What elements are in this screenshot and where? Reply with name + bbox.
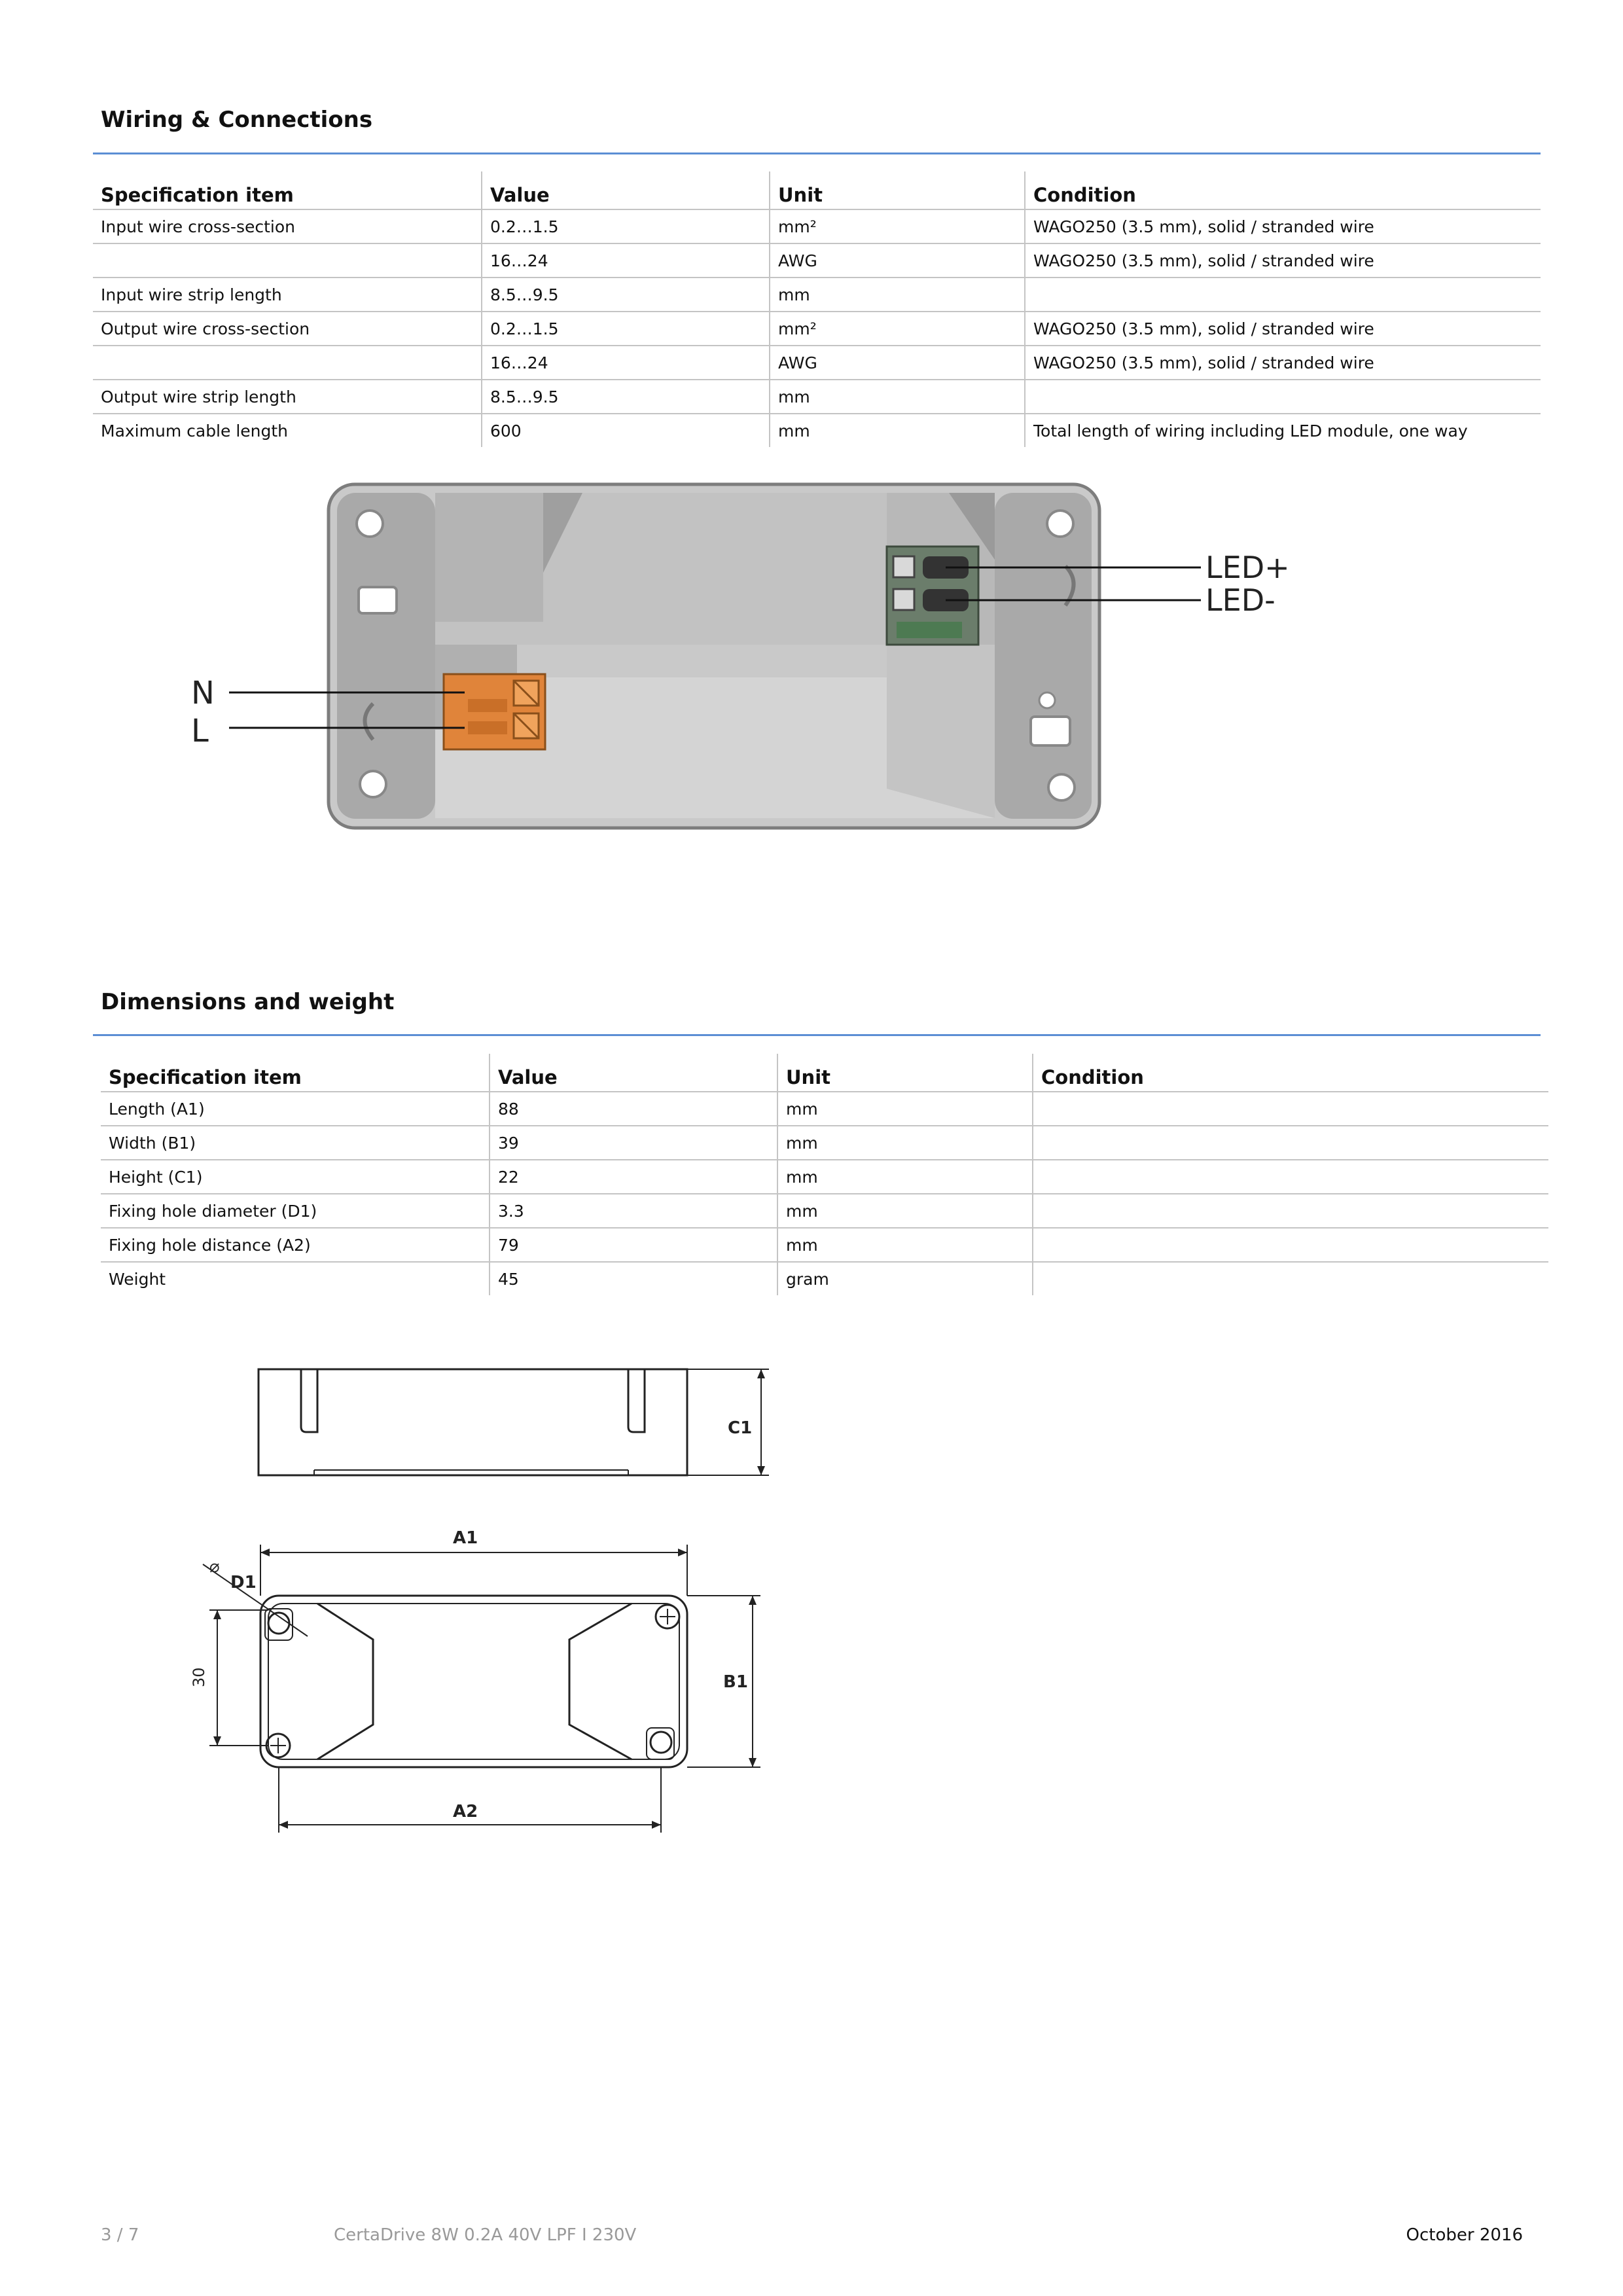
cell-unit: mm: [777, 1126, 1033, 1160]
top-view-outline: [260, 1596, 687, 1767]
dimensions-spec-table: [101, 1054, 1548, 1295]
cell-value: 0.2…1.5: [482, 312, 770, 346]
cell-item: Input wire strip length: [93, 278, 482, 312]
table-header-row: [101, 1054, 1548, 1092]
dimensions-title-rule: [93, 1034, 1541, 1036]
cell-condition: [1025, 380, 1541, 414]
header-unit: Unit: [770, 171, 1025, 209]
label-a1: A1: [453, 1528, 478, 1548]
table-row: [93, 209, 1541, 243]
cell-unit: gram: [777, 1262, 1033, 1295]
cell-value: 16…24: [482, 346, 770, 380]
cell-unit: mm: [777, 1160, 1033, 1194]
cell-unit: mm: [777, 1194, 1033, 1228]
table-row: [93, 414, 1541, 447]
label-a2: A2: [453, 1802, 478, 1821]
cell-value: 600: [482, 414, 770, 447]
cell-condition: WAGO250 (3.5 mm), solid / stranded wire: [1025, 312, 1541, 346]
label-led-plus: LED+: [1205, 550, 1290, 585]
cell-item: Width (B1): [101, 1126, 490, 1160]
cell-condition: WAGO250 (3.5 mm), solid / stranded wire: [1025, 209, 1541, 243]
header-specification-item: Specification item: [109, 1066, 302, 1088]
cell-item: Output wire strip length: [93, 380, 482, 414]
wiring-product-image: [177, 481, 1309, 834]
cell-item: Weight: [101, 1262, 490, 1295]
table-row: [93, 380, 1541, 414]
footer-product-name: CertaDrive 8W 0.2A 40V LPF I 230V: [334, 2225, 637, 2245]
wiring-section-title: Wiring & Connections: [101, 107, 373, 133]
label-b1: B1: [723, 1672, 748, 1692]
table-header-row: [93, 171, 1541, 209]
cell-unit: mm: [770, 278, 1025, 312]
cell-unit: AWG: [770, 243, 1025, 278]
table-row: [101, 1262, 1548, 1295]
cell-value: 8.5…9.5: [482, 278, 770, 312]
cell-condition: [1033, 1160, 1548, 1194]
cell-item: Length (A1): [101, 1092, 490, 1126]
footer-page-number: 3 / 7: [101, 2225, 139, 2245]
cell-unit: mm²: [770, 209, 1025, 243]
header-specification-item: Specification item: [101, 184, 294, 206]
cell-condition: [1033, 1262, 1548, 1295]
cell-unit: mm: [770, 414, 1025, 447]
cell-unit: mm: [777, 1228, 1033, 1262]
table-row: [101, 1160, 1548, 1194]
cell-item: Input wire cross-section: [93, 209, 482, 243]
label-d1: D1: [230, 1573, 257, 1592]
mounting-hole-top-left: [357, 511, 383, 537]
cell-item: Maximum cable length: [93, 414, 482, 447]
table-row: [93, 278, 1541, 312]
table-row: [101, 1194, 1548, 1228]
cell-item: [93, 346, 482, 380]
cell-item: Height (C1): [101, 1160, 490, 1194]
mounting-hole-bottom-left: [360, 771, 386, 797]
left-end-cap: [337, 493, 435, 819]
cell-value: 45: [490, 1262, 777, 1295]
cell-value: 0.2…1.5: [482, 209, 770, 243]
header-condition: Condition: [1025, 171, 1541, 209]
cell-unit: mm²: [770, 312, 1025, 346]
label-c1: C1: [728, 1418, 753, 1438]
cell-value: 39: [490, 1126, 777, 1160]
table-row: [101, 1092, 1548, 1126]
wiring-title-rule: [93, 152, 1541, 154]
header-value: Value: [490, 1054, 777, 1092]
cell-value: 8.5…9.5: [482, 380, 770, 414]
header-value: Value: [482, 171, 770, 209]
table-row: [93, 346, 1541, 380]
cell-unit: AWG: [770, 346, 1025, 380]
label-thirty: 30: [190, 1667, 208, 1687]
label-n: N: [191, 675, 215, 711]
table-row: [93, 243, 1541, 278]
cell-value: 3.3: [490, 1194, 777, 1228]
cell-condition: [1025, 278, 1541, 312]
cell-item: Fixing hole distance (A2): [101, 1228, 490, 1262]
table-row: [101, 1126, 1548, 1160]
dimensions-section-title: Dimensions and weight: [101, 989, 395, 1015]
wiring-spec-table: [93, 171, 1541, 447]
cell-item: Fixing hole diameter (D1): [101, 1194, 490, 1228]
label-led-minus: LED-: [1205, 583, 1275, 618]
cell-condition: [1033, 1194, 1548, 1228]
cell-value: 22: [490, 1160, 777, 1194]
side-view-outline: [259, 1369, 687, 1475]
mounting-hole-top-right: [1047, 511, 1073, 537]
cell-value: 79: [490, 1228, 777, 1262]
cell-condition: [1033, 1228, 1548, 1262]
label-l: L: [191, 713, 209, 749]
header-condition: Condition: [1033, 1054, 1548, 1092]
cell-value: 88: [490, 1092, 777, 1126]
table-row: [93, 312, 1541, 346]
diameter-symbol: ⌀: [209, 1557, 220, 1577]
right-end-cap: [995, 493, 1092, 819]
table-row: [101, 1228, 1548, 1262]
cell-unit: mm: [770, 380, 1025, 414]
dimension-drawing: [177, 1348, 805, 1846]
cell-item: Output wire cross-section: [93, 312, 482, 346]
cell-condition: [1033, 1126, 1548, 1160]
cell-condition: [1033, 1092, 1548, 1126]
footer-date: October 2016: [1406, 2225, 1523, 2245]
header-unit: Unit: [777, 1054, 1033, 1092]
cell-condition: Total length of wiring including LED module, one way: [1025, 414, 1541, 447]
cell-condition: WAGO250 (3.5 mm), solid / stranded wire: [1025, 346, 1541, 380]
cell-item: [93, 243, 482, 278]
cell-value: 16…24: [482, 243, 770, 278]
mounting-hole-bottom-right: [1048, 774, 1075, 800]
cell-unit: mm: [777, 1092, 1033, 1126]
cell-condition: WAGO250 (3.5 mm), solid / stranded wire: [1025, 243, 1541, 278]
